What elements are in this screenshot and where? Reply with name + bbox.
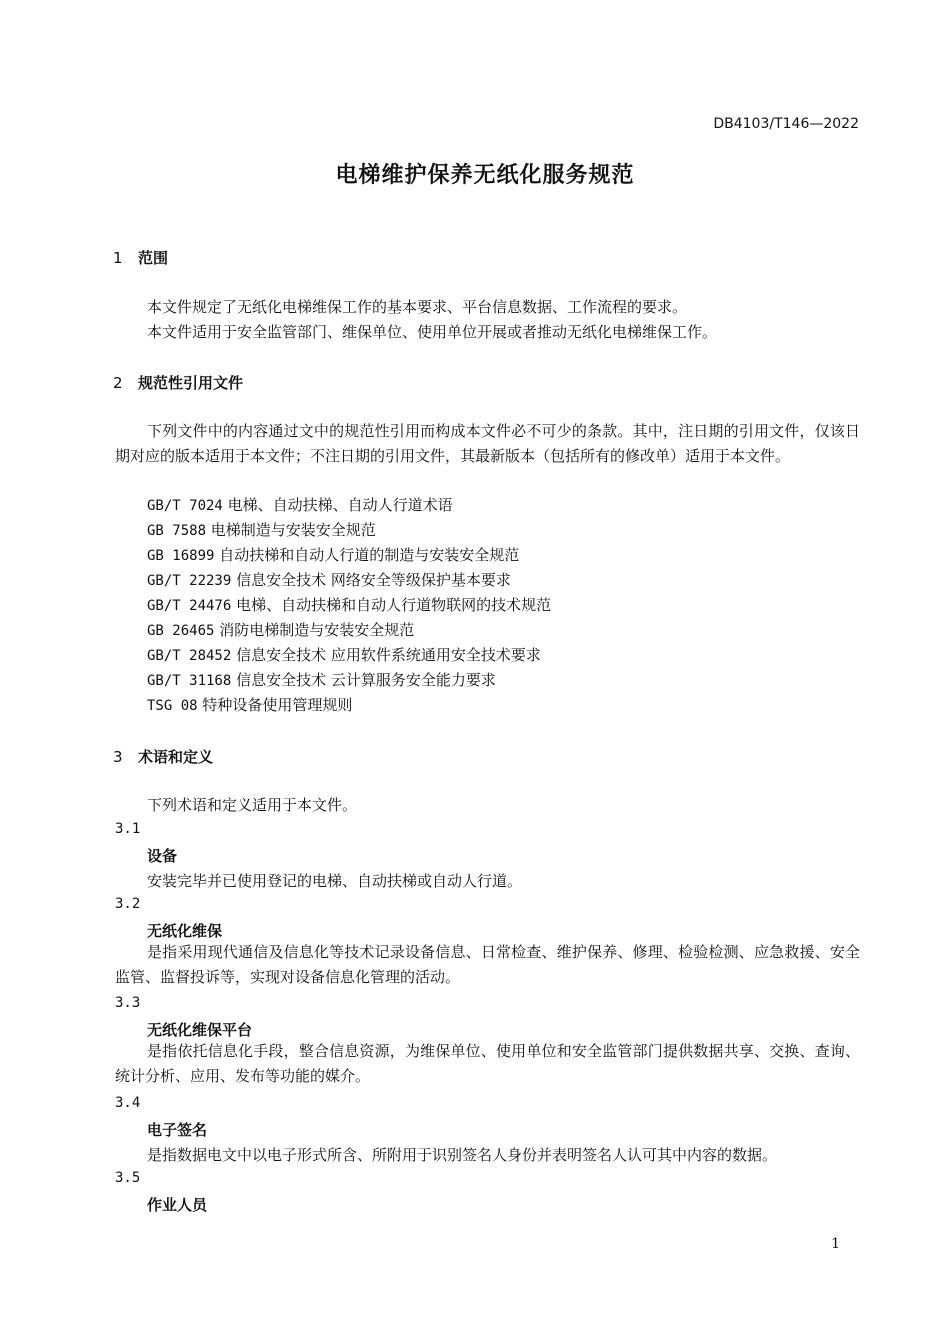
- page-number: 1: [831, 1236, 840, 1252]
- reference-code: GB/T 31168: [147, 673, 232, 689]
- section-3-intro: 下列术语和定义适用于本文件。: [147, 796, 358, 814]
- section-number: 2: [113, 374, 123, 392]
- reference-title: 电梯、自动扶梯和自动人行道物联网的技术规范: [236, 596, 552, 614]
- term-heading: 作业人员: [147, 1196, 208, 1214]
- term-heading: 电子签名: [147, 1121, 208, 1139]
- section-3-heading: [113, 746, 213, 767]
- reference-code: GB 7588: [147, 523, 207, 539]
- reference-title: 信息安全技术 应用软件系统通用安全技术要求: [236, 646, 541, 664]
- reference-title: 信息安全技术 云计算服务安全能力要求: [236, 671, 496, 689]
- term-definition: 是指数据电文中以电子形式所含、所附用于识别签名人身份并表明签名人认可其中内容的数据。: [147, 1146, 778, 1164]
- reference-item: [147, 518, 551, 543]
- reference-code: GB 16899: [147, 548, 215, 564]
- term-heading: 无纸化维保: [147, 922, 223, 940]
- reference-item: [147, 493, 551, 518]
- section-title: 规范性引用文件: [138, 374, 244, 392]
- reference-list: [147, 493, 551, 718]
- term-definition: 安装完毕并已使用登记的电梯、自动扶梯或自动人行道。: [147, 872, 523, 890]
- section-1-paragraph: 本文件适用于安全监管部门、维保单位、使用单位开展或者推动无纸化电梯维保工作。: [147, 323, 718, 341]
- reference-item: [147, 593, 551, 618]
- reference-code: GB/T 28452: [147, 648, 232, 664]
- section-1-paragraph: 本文件规定了无纸化电梯维保工作的基本要求、平台信息数据、工作流程的要求。: [147, 298, 688, 316]
- reference-title: 电梯制造与安装安全规范: [210, 521, 376, 539]
- reference-item: [147, 643, 551, 668]
- reference-item: [147, 668, 551, 693]
- reference-title: 自动扶梯和自动人行道的制造与安装安全规范: [219, 546, 520, 564]
- document-title: 电梯维护保养无纸化服务规范: [335, 163, 635, 188]
- reference-title: 特种设备使用管理规则: [202, 696, 353, 714]
- reference-code: GB/T 22239: [147, 573, 232, 589]
- reference-code: TSG 08: [147, 698, 198, 714]
- section-2-heading: [113, 372, 243, 393]
- reference-item: [147, 618, 551, 643]
- clause-number: 3.2: [115, 896, 141, 912]
- term-definition: 是指采用现代通信及信息化等技术记录设备信息、日常检查、维护保养、修理、检验检测、应急救援、安全监管、监督投诉等，实现对设备信息化管理的活动。: [115, 943, 860, 986]
- section-title: 范围: [138, 249, 169, 267]
- term-definition: 是指依托信息化手段，整合信息资源，为维保单位、使用单位和安全监管部门提供数据共享、交换、查询、统计分析、应用、发布等功能的媒介。: [115, 1042, 860, 1085]
- reference-code: GB/T 24476: [147, 598, 232, 614]
- section-number: 3: [113, 748, 123, 766]
- document-number: DB4103/T146—2022: [713, 116, 859, 132]
- clause-number: 3.5: [115, 1170, 141, 1186]
- reference-code: GB/T 7024: [147, 498, 223, 514]
- reference-title: 电梯、自动扶梯、自动人行道术语: [227, 496, 453, 514]
- section-number: 1: [113, 249, 123, 267]
- term-heading: 无纸化维保平台: [147, 1021, 253, 1039]
- reference-code: GB 26465: [147, 623, 215, 639]
- clause-number: 3.4: [115, 1095, 141, 1111]
- clause-number: 3.3: [115, 995, 141, 1011]
- reference-item: [147, 543, 551, 568]
- reference-item: [147, 568, 551, 593]
- reference-item: [147, 693, 551, 718]
- term-heading: 设备: [147, 847, 178, 865]
- section-1-heading: [113, 247, 168, 268]
- reference-title: 消防电梯制造与安装安全规范: [219, 621, 415, 639]
- section-2-intro: 下列文件中的内容通过文中的规范性引用而构成本文件必不可少的条款。其中，注日期的引用文件，仅该日期对应的版本适用于本文件；不注日期的引用文件，其最新版本（包括所有的修改单）适用于本文件。: [115, 422, 860, 465]
- section-title: 术语和定义: [138, 748, 214, 766]
- reference-title: 信息安全技术 网络安全等级保护基本要求: [236, 571, 511, 589]
- clause-number: 3.1: [115, 821, 141, 837]
